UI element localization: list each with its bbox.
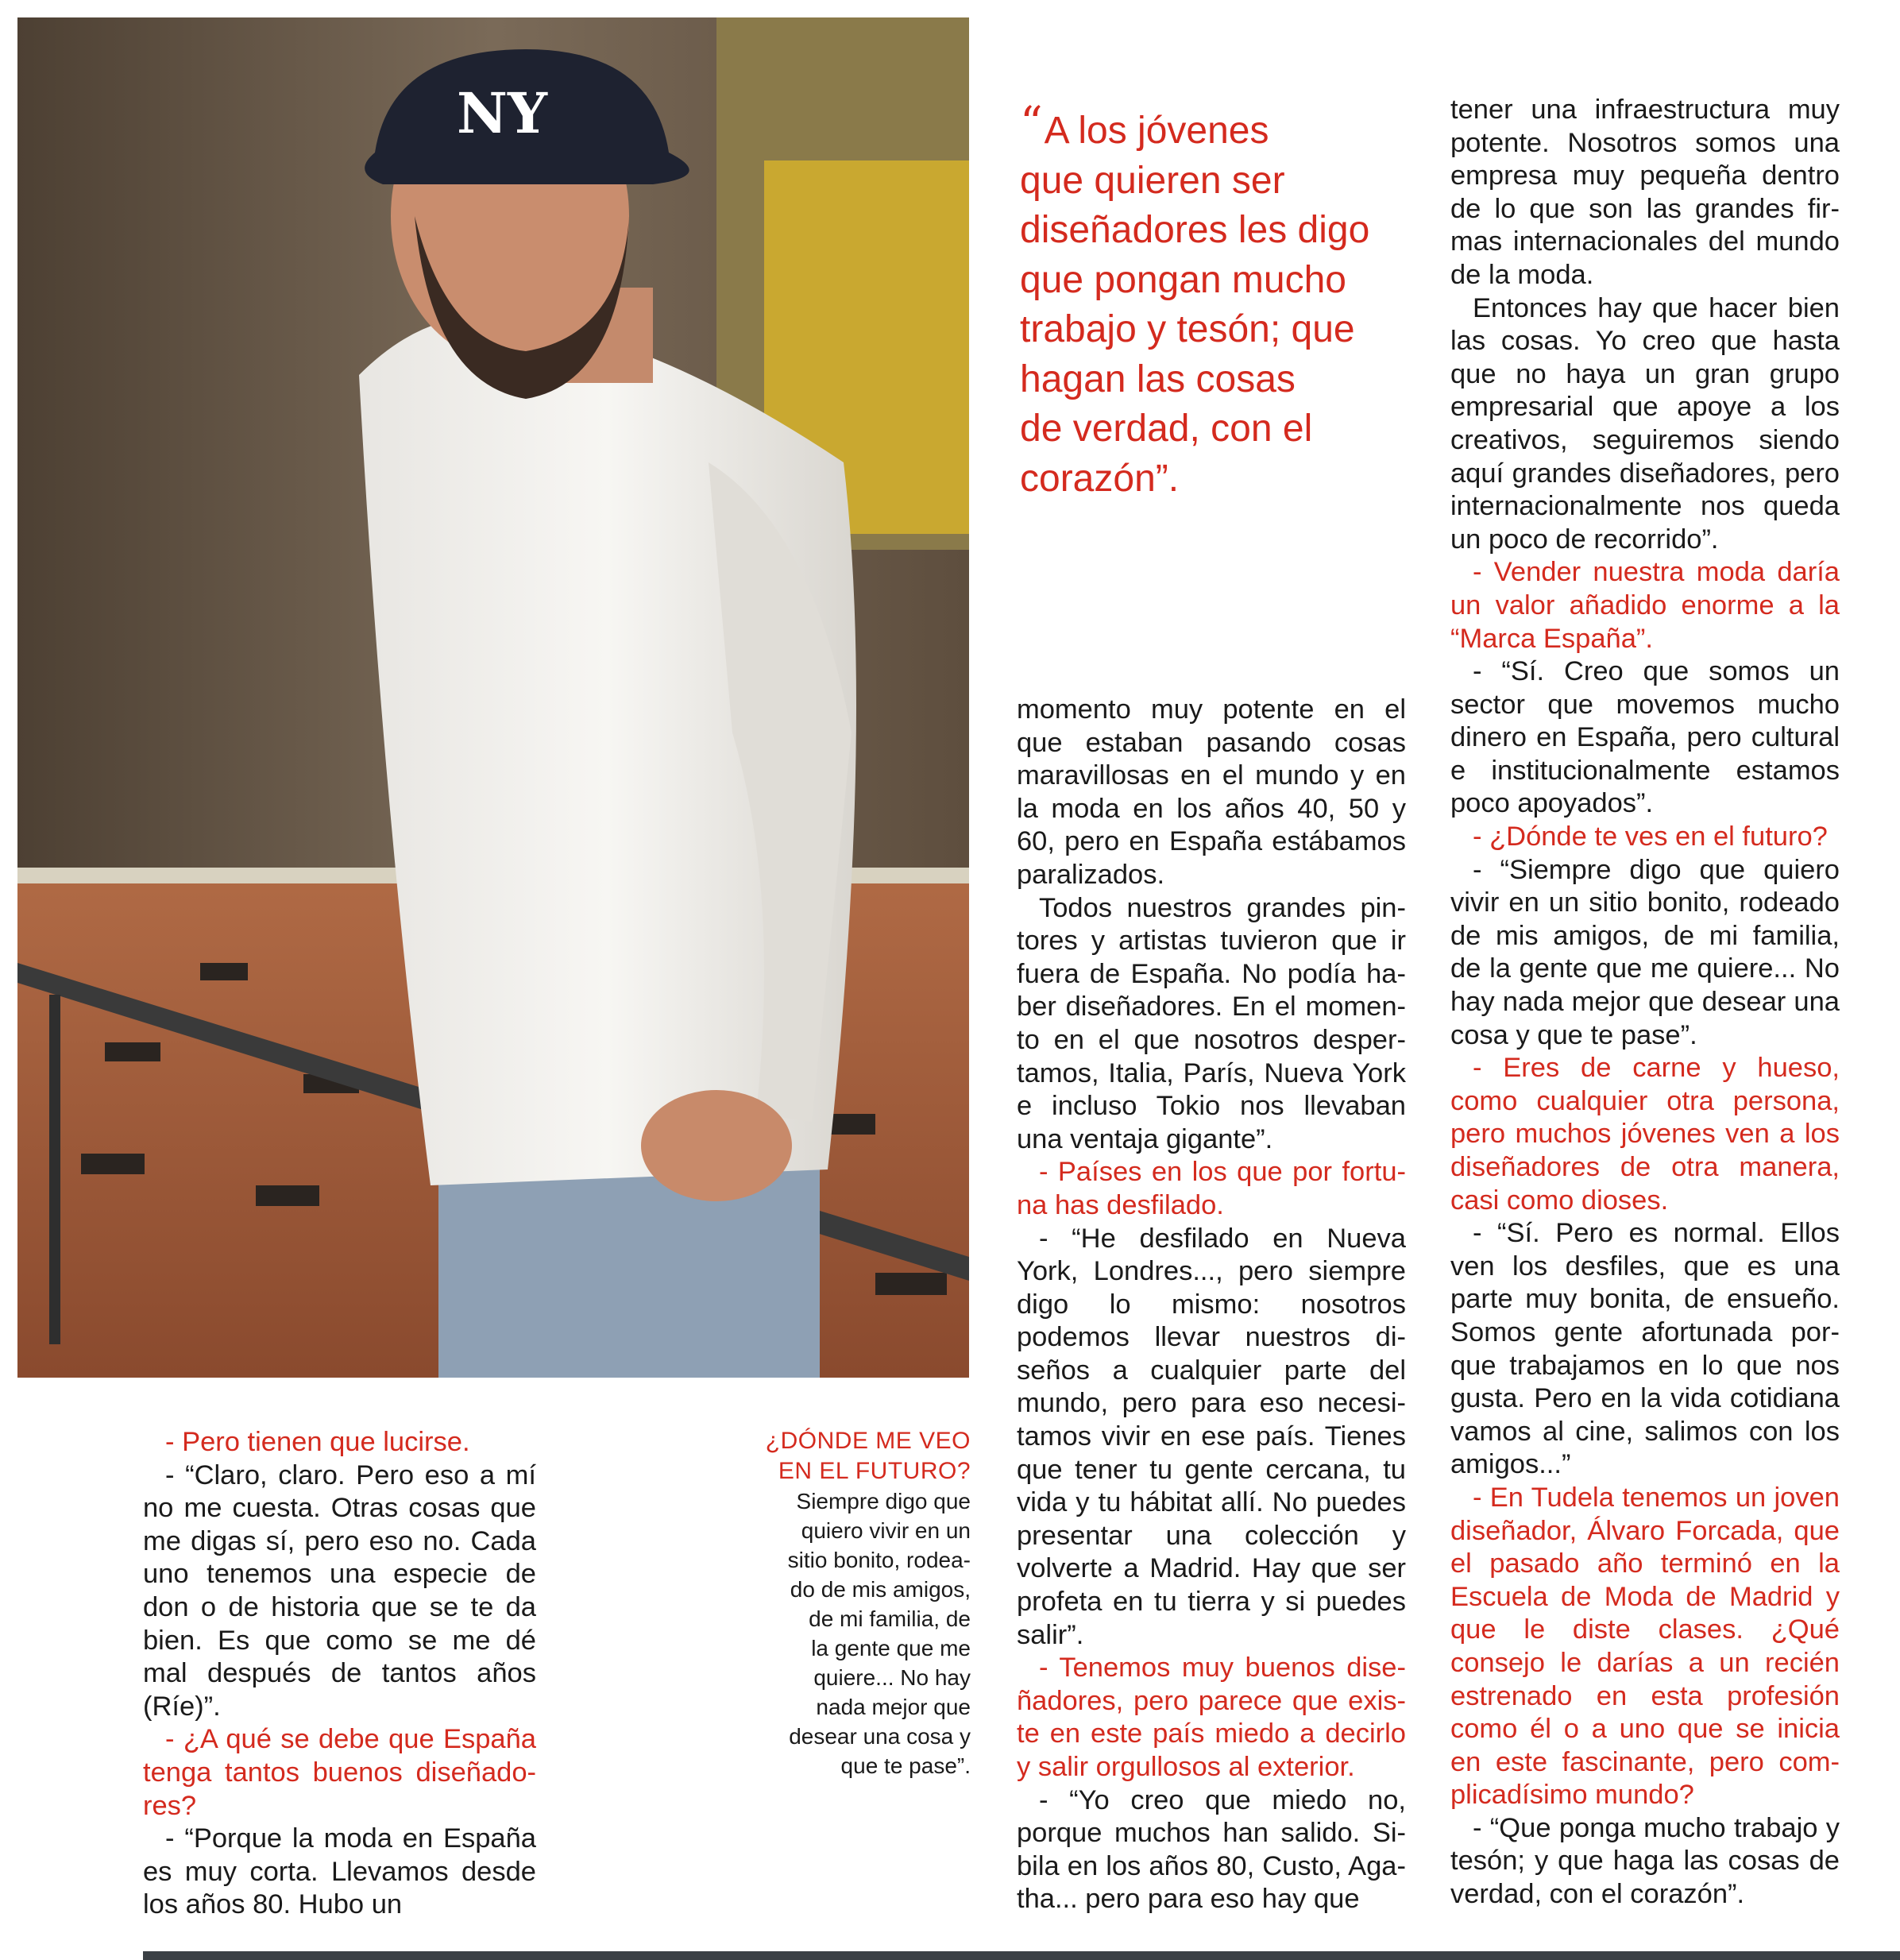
article-column-1 <box>143 1426 536 1922</box>
pull-quote <box>1020 99 1433 504</box>
pull-quote-line: corazón”. <box>1020 457 1180 500</box>
footer-rule <box>143 1951 1900 1960</box>
body-paragraph: momento muy potente en el que estaban pasando cosas maravillosas en el mundo y en la moda en los años 40, 50 y 60, pero en España estábamos paralizados. <box>1017 694 1406 890</box>
article-column-3 <box>1450 94 1840 1912</box>
interview-question: - Pero tienen que lucirse. <box>165 1427 470 1457</box>
interview-question: - Eres de carne y hueso, como cualquier otra persona, pero muchos jóvenes ven a los diseñadores de otra manera, casi como dioses. <box>1450 1053 1840 1216</box>
pull-quote-line: de verdad, con el <box>1020 408 1313 450</box>
interview-answer: - “Yo creo que miedo no, porque muchos han salido. Sibila en los años 80, Custo, Agatha... pero para eso hay que <box>1017 1784 1406 1915</box>
pull-quote-line: “A los jóvenes <box>1020 98 1269 152</box>
sidebar-heading-line: EN EL FUTURO? <box>778 1458 971 1484</box>
sidebar-line: sitio bonito, rodea- <box>787 1548 971 1572</box>
body-paragraph: Todos nuestros grandes pintores y artistas tuvieron que ir fuera de España. No podía haber diseñadores. En el momento en el que nosotros despertamos, Italia, París, Nueva York e incluso Tokio nos llevaban una ventaja gigante”. <box>1017 892 1406 1154</box>
pull-quote-line: diseñadores les digo <box>1020 209 1370 251</box>
pull-quote-line: que quieren ser <box>1020 159 1285 202</box>
pull-quote-line: que pongan mucho <box>1020 258 1346 301</box>
interview-answer: - “He desfilado en Nueva York, Londres..., pero siempre digo lo mismo: nosotros podemos llevar nuestros diseños a cualquier parte del mundo, pero para eso necesitamos vivir en ese país. Tienes que tener tu gente cercana, tu vida y tu hábitat allí. No puedes presentar una colección y volverte a Madrid. Hay que ser profeta en tu tierra y si puedes salir”. <box>1017 1223 1406 1650</box>
sidebar-heading-line: ¿DÓNDE ME VEO <box>765 1428 971 1454</box>
body-paragraph: Entonces hay que hacer bien las cosas. Yo creo que hasta que no haya un gran grupo empresarial que apoye a los creativos, seguiremos siendo aquí grandes diseñadores, pero internacionalmente nos queda un poco de recorrido”. <box>1450 292 1840 555</box>
sidebar-box <box>739 1426 971 1780</box>
interview-answer: - “Porque la moda en España es muy corta. Llevamos desde los años 80. Hubo un <box>143 1823 536 1920</box>
interview-question: - Países en los que por fortuna has desfilado. <box>1017 1157 1406 1220</box>
interview-question: - ¿A qué se debe que España tenga tantos buenos diseñadores? <box>143 1724 536 1821</box>
interview-answer: - “Claro, claro. Pero eso a mí no me cuesta. Otras cosas que me digas sí, pero eso no. Cada uno tenemos una especie de don o de historia que se te da bien. Es que como se me dé mal después de tantos años (Ríe)”. <box>143 1459 536 1722</box>
sidebar-line: Siempre digo que <box>796 1489 971 1513</box>
sidebar-line: la gente que me <box>811 1636 971 1660</box>
cap-logo: NY <box>457 80 547 146</box>
sidebar-line: que te pase”. <box>840 1753 971 1778</box>
interview-question: - Tenemos muy buenos diseñadores, pero parece que existe en este país miedo a decirlo y salir orgullosos al exterior. <box>1017 1653 1406 1782</box>
sidebar-line: quiero vivir en un <box>801 1518 971 1543</box>
portrait-photo <box>17 17 969 1378</box>
sidebar-line: nada mejor que <box>816 1695 971 1719</box>
interview-question: - En Tudela tenemos un joven diseñador, Álvaro Forcada, que el pasado año terminó en la Escuela de Moda de Madrid y que le diste clases. ¿Qué consejo le darías a un recién estrenado en esta profesión como él o a uno que se inicia en este fascinante, pero complicadísimo mundo? <box>1450 1482 1840 1811</box>
sidebar-line: de mi familia, de <box>809 1606 971 1631</box>
pull-quote-line: trabajo y tesón; que <box>1020 308 1355 350</box>
sidebar-line: quiere... No hay <box>813 1665 971 1690</box>
interview-answer: - “Sí. Pero es normal. Ellos ven los desfiles, que es una parte muy bonita, de ensueño. Somos gente afortunada porque trabajamos en lo que nos gusta. Pero en la vida cotidiana vamos al cine, salimos con los amigos...” <box>1450 1218 1840 1480</box>
article-column-2 <box>1017 694 1406 1916</box>
interview-answer: - “Siempre digo que quiero vivir en un sitio bonito, rodeado de mis amigos, de mi familia, de la gente que me quiere... No hay nada mejor que desear una cosa y que te pase”. <box>1450 854 1840 1050</box>
interview-question: - ¿Dónde te ves en el futuro? <box>1473 821 1828 852</box>
body-paragraph: tener una infraestructura muy potente. Nosotros somos una empresa muy pequeña dentro de lo que son las grandes firmas internacionales del mundo de la moda. <box>1450 95 1840 290</box>
pull-quote-line: hagan las cosas <box>1020 358 1296 400</box>
sidebar-line: do de mis amigos, <box>790 1577 971 1602</box>
interview-answer: - “Sí. Creo que somos un sector que movemos mucho dinero en España, pero cultural e institucionalmente estamos poco apoyados”. <box>1450 656 1840 819</box>
interview-question: - Vender nuestra moda daría un valor añadido enorme a la “Marca España”. <box>1450 557 1840 654</box>
interview-answer: - “Que ponga mucho trabajo y tesón; y que haga las cosas de verdad, con el corazón”. <box>1450 1812 1840 1910</box>
sidebar-line: desear una cosa y <box>789 1724 971 1749</box>
portrait-illustration <box>17 17 969 1378</box>
quote-mark: “ <box>1020 98 1043 149</box>
